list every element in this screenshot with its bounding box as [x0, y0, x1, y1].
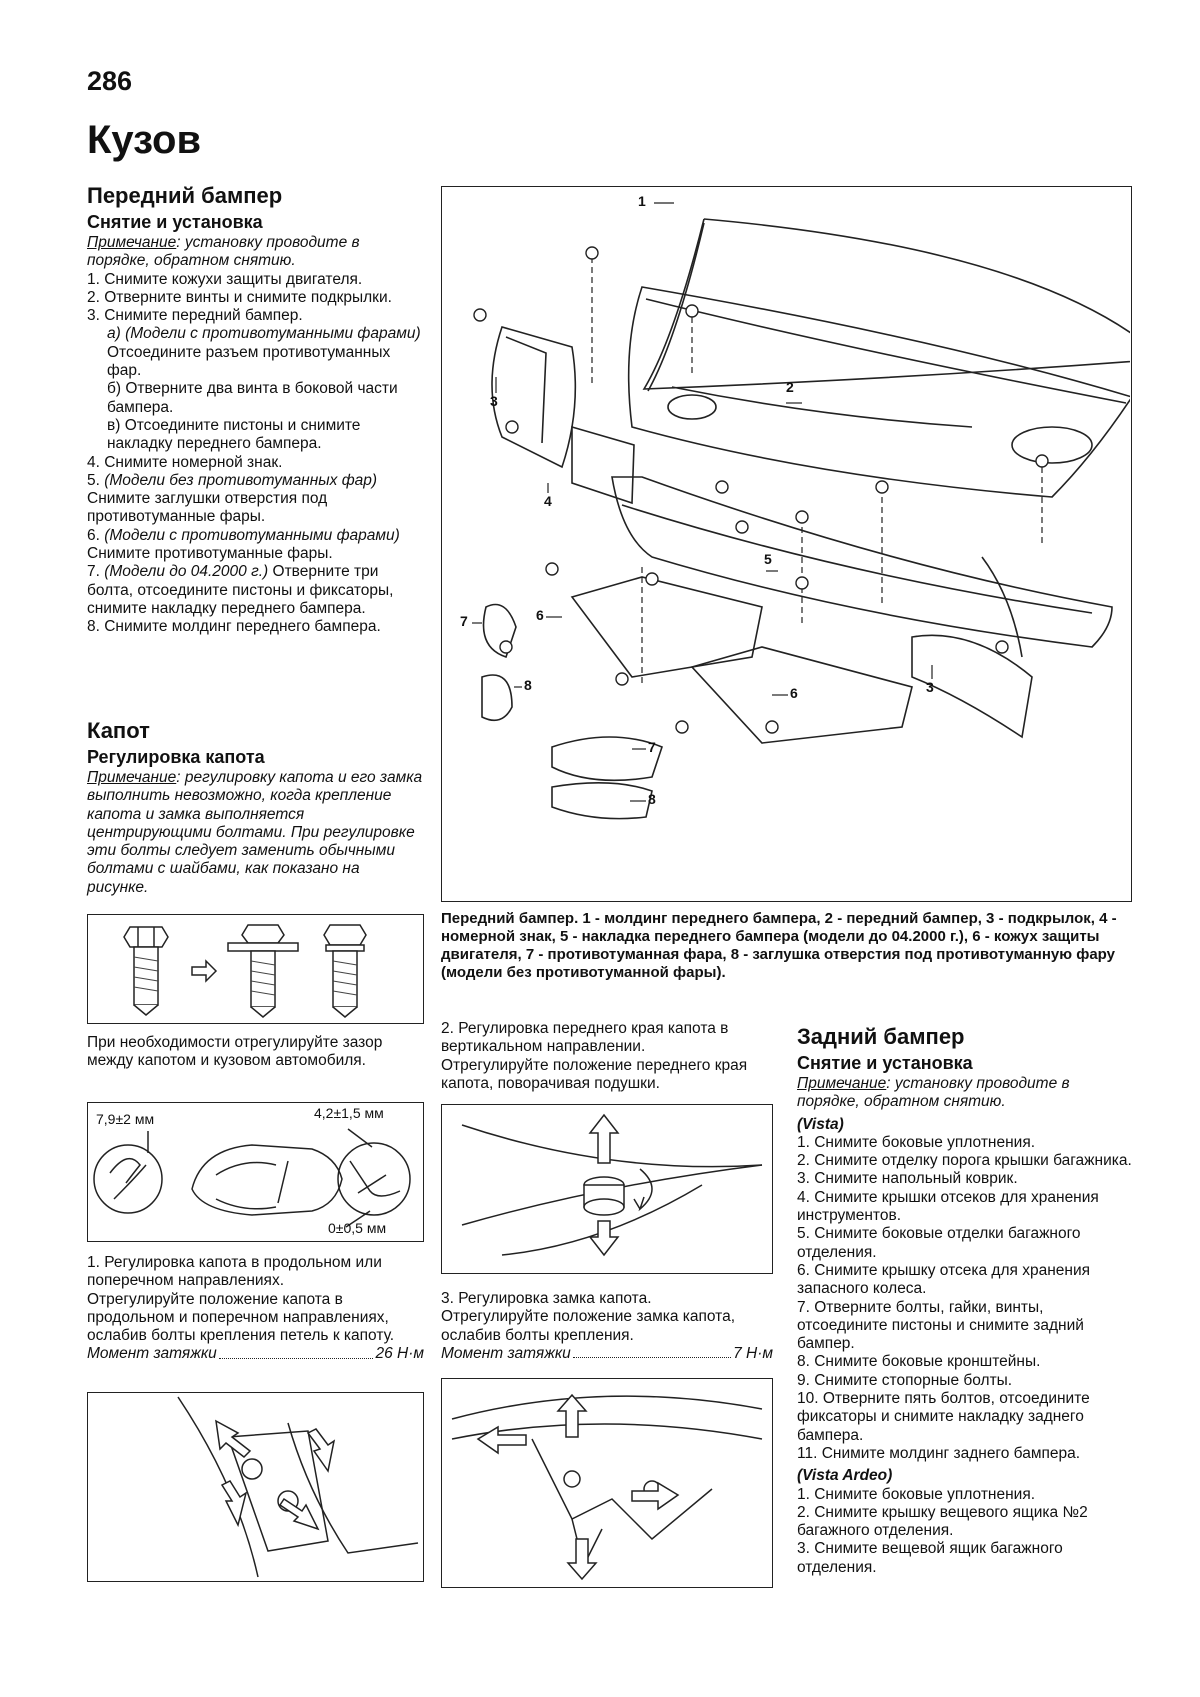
label-2: 2 [786, 379, 794, 395]
front-bumper-subtitle: Снятие и установка [87, 212, 263, 232]
step-3a-condition: а) (Модели с противотуманными фарами) [107, 325, 421, 343]
vista-step-2: 2. Снимите отделку порога крышки багажника. [797, 1152, 1132, 1170]
rear-bumper-title: Задний бампер [797, 1024, 965, 1049]
lower-cover [612, 477, 1112, 647]
vista-step-4: 4. Снимите крышки отсеков для хранения инструментов. [797, 1188, 1099, 1225]
step-7-num: 7. [87, 563, 105, 581]
step-3a [87, 325, 424, 380]
note-label: Примечание [797, 1075, 887, 1092]
vista-step-10: 10. Отверните пять болтов, отсоедините фиксаторы и снимите накладку заднего бампера. [797, 1390, 1090, 1444]
ardeo-step-1: 1. Снимите боковые уплотнения. [797, 1485, 1036, 1503]
vista-label: (Vista) [797, 1115, 844, 1133]
engine-cover-left [572, 577, 762, 677]
license-plate [572, 427, 634, 503]
front-bumper-title: Передний бампер [87, 183, 283, 208]
diagram-caption: Передний бампер. 1 - молдинг переднего бампера, 2 - передний бампер, 3 - подкрылок, 4 - номерной знак, 5 - накладка переднего бампера (модели до 04.2000 г.), 6 - кожух защиты двигателя, 7 - противотуманная фара, 8 - заглушка отверстия под противотуманную фару (модели без противотуманной фары). [441, 910, 1117, 981]
hood-title: Капот [87, 718, 150, 743]
step-1: 1. Снимите кожухи защиты двигателя. [87, 270, 363, 288]
note-text: : установку проводите в порядке, обратном снятию. [797, 1075, 1070, 1111]
torque-3-value: 7 Н·м [733, 1344, 773, 1362]
vista-step-9: 9. Снимите стопорные болты. [797, 1371, 1013, 1389]
hood-lock-illustration [442, 1379, 771, 1586]
vista-step-7: 7. Отверните болты, гайки, винты, отсоедините пистоны и снимите задний бампер. [797, 1298, 1084, 1353]
vista-step-3: 3. Снимите напольный коврик. [797, 1170, 1018, 1188]
vista-step-11: 11. Снимите молдинг заднего бампера. [797, 1444, 1081, 1462]
rear-bumper-section [797, 1024, 1132, 1577]
step-6-condition: (Модели с противотуманными фарами) [104, 526, 400, 544]
hood-step-2 [441, 1020, 773, 1093]
note-label: Примечание [87, 234, 177, 251]
front-bumper-exploded-view [442, 187, 1130, 900]
vista-step-8: 8. Снимите боковые кронштейны. [797, 1353, 1041, 1371]
step-6-text: Снимите противотуманные фары. [87, 545, 333, 563]
vista-step-6: 6. Снимите крышку отсека для хранения запасного колеса. [797, 1261, 1090, 1298]
label-8-left: 8 [524, 677, 532, 693]
note-text: : установку проводите в порядке, обратном снятию. [87, 234, 360, 270]
hood-step-3-title: 3. Регулировка замка капота. [441, 1290, 652, 1307]
torque-1 [87, 1345, 424, 1363]
ardeo-step-3: 3. Снимите вещевой ящик багажного отделения. [797, 1540, 1063, 1576]
front-bumper-section [87, 183, 424, 637]
gap-label-right-bottom: 0±0,5 мм [328, 1220, 387, 1236]
label-1: 1 [638, 193, 646, 209]
step-7-condition: (Модели до 04.2000 г.) [104, 563, 269, 581]
hood-subtitle: Регулировка капота [87, 747, 265, 767]
step-6 [87, 527, 424, 564]
step-7 [87, 563, 424, 618]
fog-cap-left [482, 675, 512, 720]
hood-lock-figure [441, 1378, 773, 1588]
label-6-right: 6 [790, 685, 798, 701]
label-4: 4 [544, 493, 552, 509]
vista-ardeo-label: (Vista Ardeo) [797, 1467, 893, 1485]
label-5: 5 [764, 551, 772, 567]
fog-lamp-right [552, 737, 662, 780]
step-2: 2. Отверните винты и снимите подкрылки. [87, 288, 392, 306]
chapter-title: Кузов [87, 118, 202, 162]
vista-steps [797, 1134, 1132, 1463]
step-5-num: 5. [87, 471, 105, 489]
torque-3 [441, 1345, 773, 1363]
hood-step-1 [87, 1254, 424, 1364]
torque-1-label: Момент затяжки [87, 1345, 217, 1363]
label-7-right: 7 [648, 739, 656, 755]
cushion-illustration [442, 1105, 771, 1272]
label-3-right: 3 [926, 679, 934, 695]
hood-step-3-text: Отрегулируйте положение замка капота, ослабив болты крепления. [441, 1308, 736, 1344]
step-5-text: Снимите заглушки отверстия под противотуманные фары. [87, 490, 328, 526]
step-7-text: Отверните три болта, отсоедините пистоны и фиксаторы, снимите накладку переднего бампера. [87, 563, 394, 617]
hood-step-2-text: Отрегулируйте положение переднего края капота, поворачивая подушки. [441, 1056, 748, 1092]
hinge-illustration [88, 1393, 422, 1580]
hood-section [87, 718, 424, 897]
hood-cushion-figure [441, 1104, 773, 1274]
label-6-left: 6 [536, 607, 544, 623]
note-text: : регулировку капота и его замка выполнить невозможно, когда крепление капота и замка выполняется центрирующими болтами. При регулировке эти болты следует заменить обычными болтами с шайбами, как показано на рисунке. [87, 769, 423, 896]
hinge-figure [87, 1392, 424, 1582]
bolts-illustration [88, 915, 422, 1022]
gap-figure [87, 1102, 424, 1242]
gap-label-right-top: 4,2±1,5 мм [314, 1105, 384, 1121]
ardeo-step-2: 2. Снимите крышку вещевого ящика №2 багажного отделения. [797, 1503, 1088, 1540]
step-4: 4. Снимите номерной знак. [87, 453, 283, 471]
step-6-num: 6. [87, 526, 105, 544]
hood-note [87, 769, 424, 897]
note-label: Примечание [87, 769, 177, 786]
step-5-condition: (Модели без противотуманных фар) [104, 471, 378, 489]
hood-step-1-title: 1. Регулировка капота в продольном или поперечном направлениях. [87, 1254, 382, 1290]
bolts-figure [87, 914, 424, 1024]
front-bumper-diagram [441, 186, 1132, 902]
rear-bumper-note [797, 1075, 1132, 1112]
step-3a-text: Отсоедините разъем противотуманных фар. [107, 343, 391, 380]
gap-text: При необходимости отрегулируйте зазор между капотом и кузовом автомобиля. [87, 1034, 383, 1070]
label-8-right: 8 [648, 791, 656, 807]
vista-step-1: 1. Снимите боковые уплотнения. [797, 1133, 1036, 1151]
rear-bumper-subtitle: Снятие и установка [797, 1053, 973, 1073]
step-8: 8. Снимите молдинг переднего бампера. [87, 618, 381, 636]
torque-3-label: Момент затяжки [441, 1344, 571, 1362]
hood-step-3 [441, 1290, 773, 1363]
page-number: 286 [87, 66, 133, 96]
step-3b: б) Отверните два винта в боковой части бампера. [107, 380, 398, 416]
vista-ardeo-steps [797, 1486, 1132, 1577]
hood-step-2-title: 2. Регулировка переднего края капота в вертикальном направлении. [441, 1020, 729, 1056]
bumper [629, 287, 1130, 497]
gap-label-left: 7,9±2 мм [96, 1111, 155, 1127]
hood-step-1-text: Отрегулируйте положение капота в продольном и поперечном направлениях, ослабив болты крепления петель к капоту. [87, 1290, 395, 1345]
step-3: 3. Снимите передний бампер. [87, 307, 303, 325]
vista-step-5: 5. Снимите боковые отделки багажного отделения. [797, 1225, 1081, 1261]
step-3c: в) Отсоедините пистоны и снимите накладку переднего бампера. [107, 416, 361, 453]
label-7-left: 7 [460, 613, 468, 629]
label-3-left: 3 [490, 393, 498, 409]
step-5 [87, 472, 424, 527]
torque-1-value: 26 Н·м [375, 1345, 424, 1363]
molding [644, 219, 1130, 389]
front-bumper-note [87, 234, 424, 271]
